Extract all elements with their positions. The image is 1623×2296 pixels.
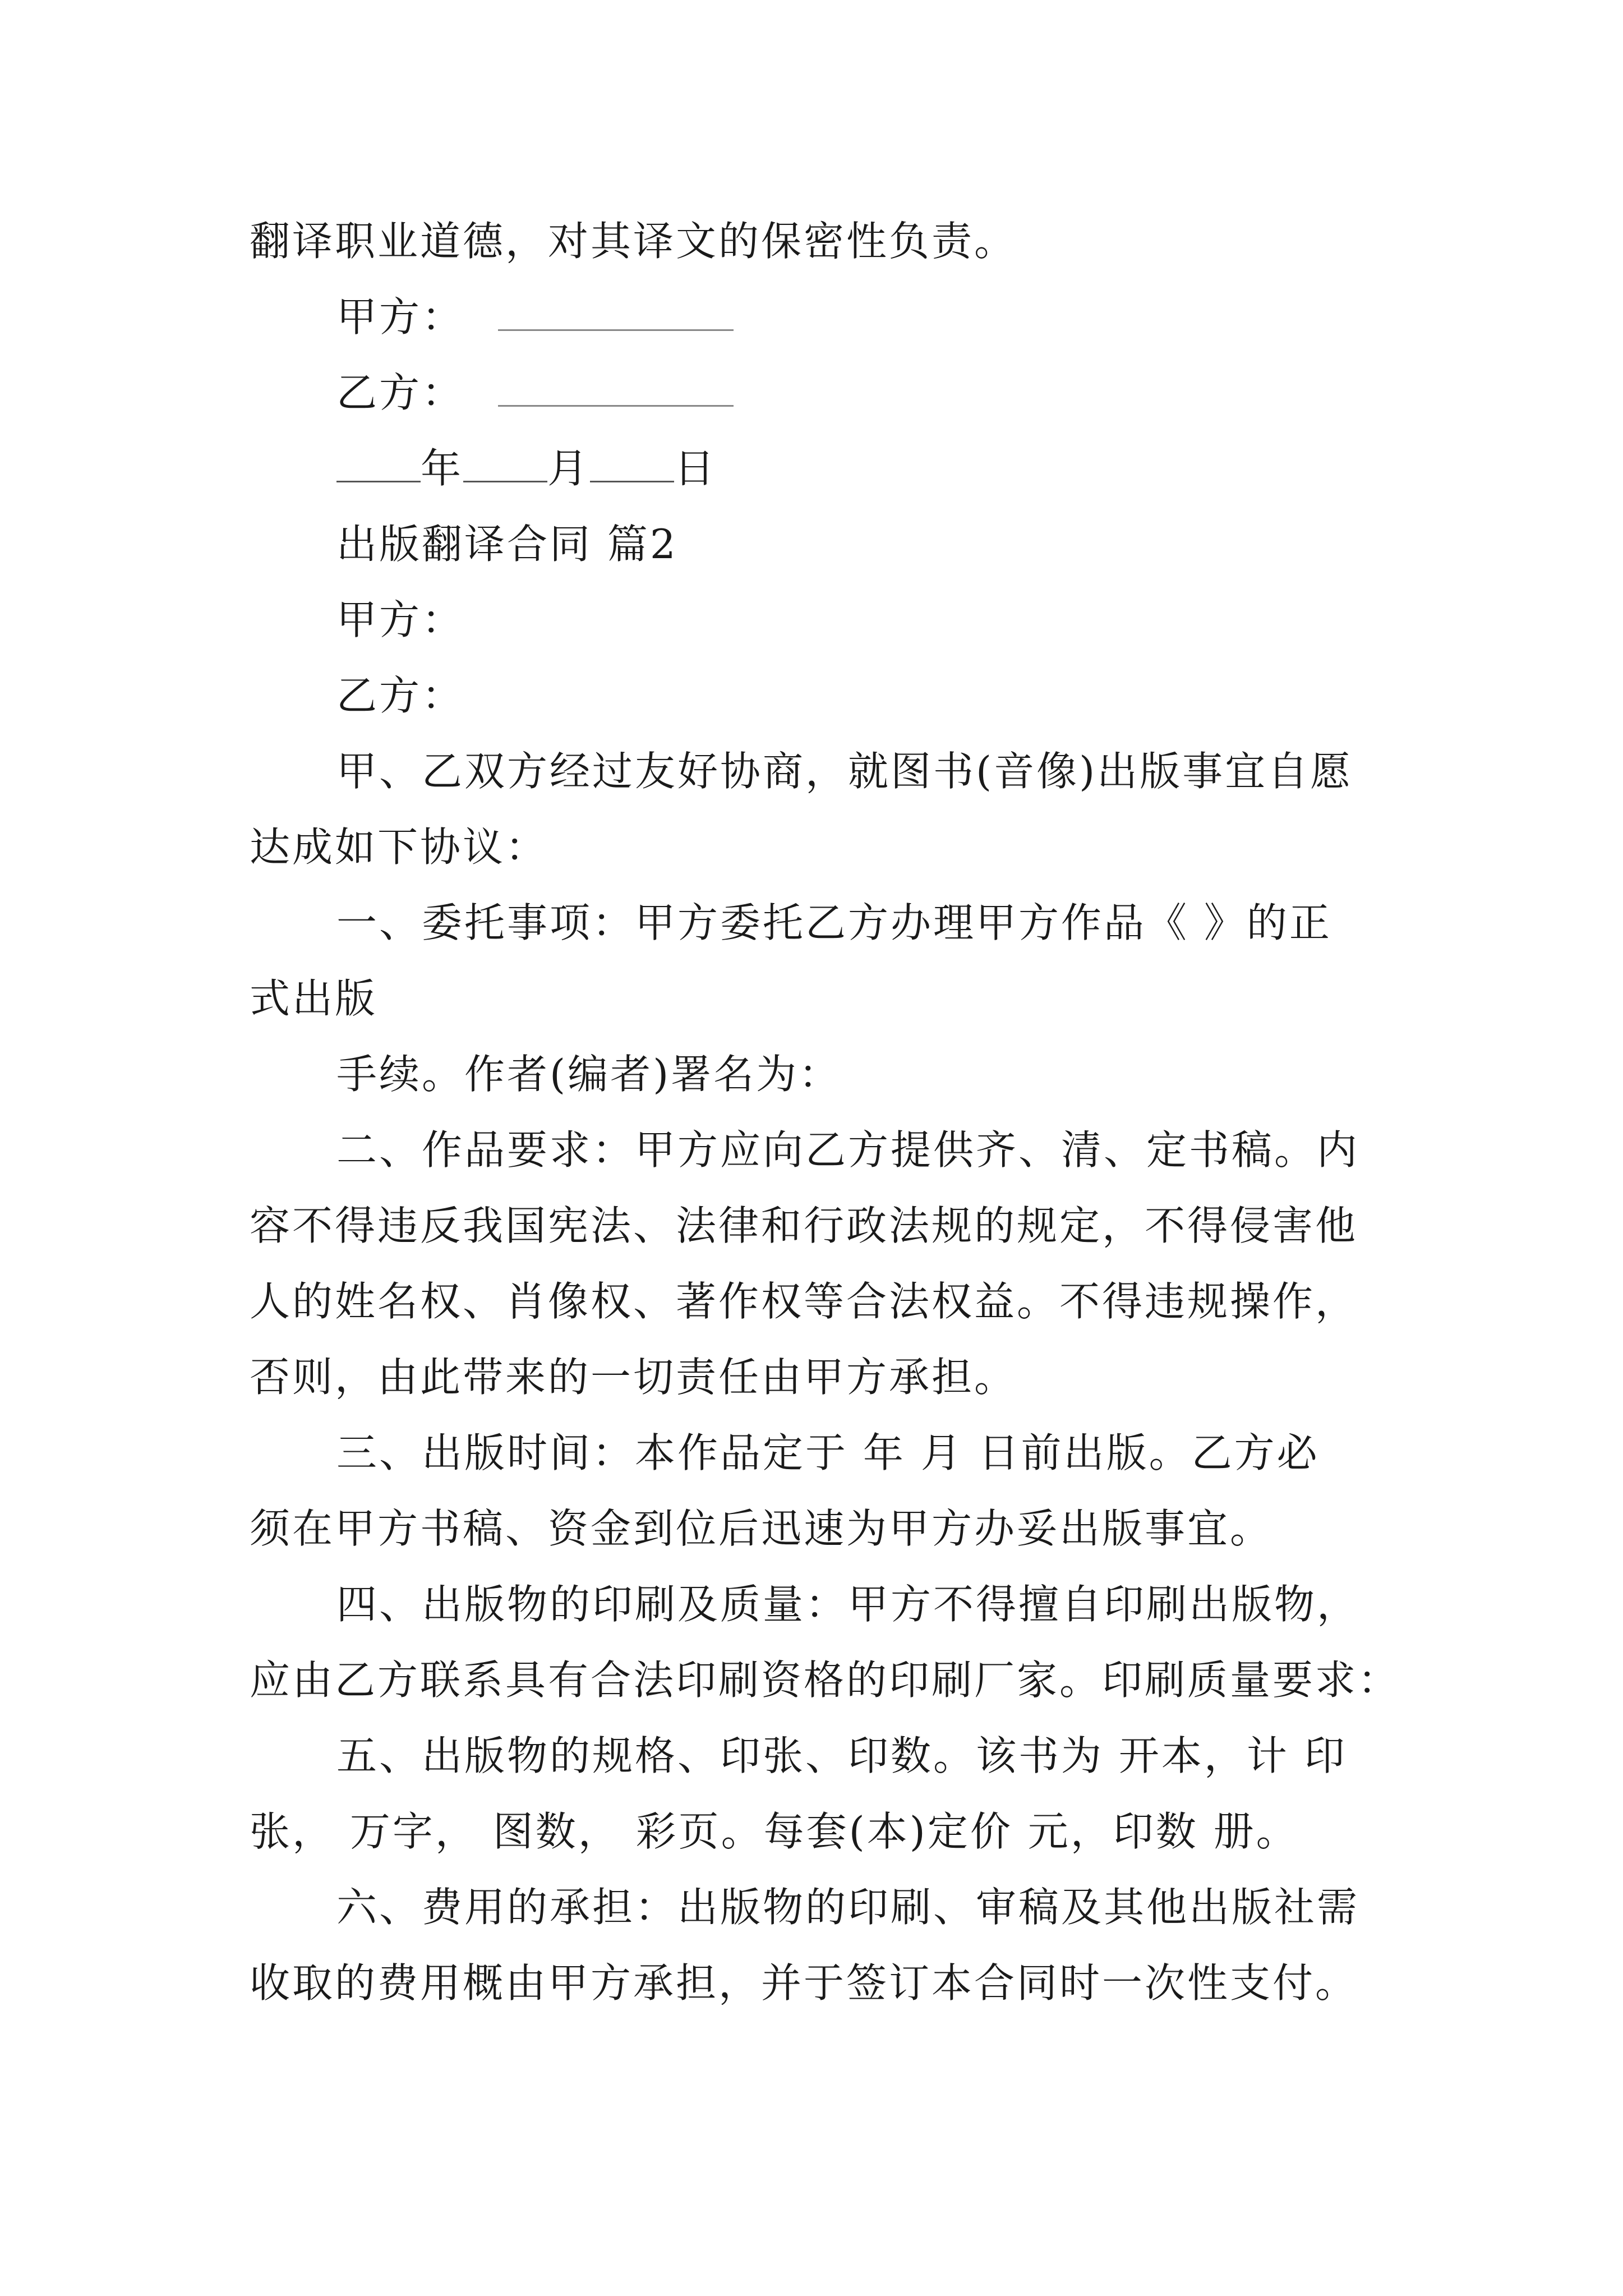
month-label: 月	[547, 445, 591, 492]
text-line-18: 否则，由此带来的一切责任由甲方承担。	[250, 1354, 1017, 1401]
text-line-16: 容不得违反我国宪法、法律和行政法规的规定，不得侵害他	[250, 1202, 1358, 1249]
text-line-15: 二、作品要求：甲方应向乙方提供齐、清、定书稿。内	[336, 1126, 1360, 1174]
party-a-blank	[498, 298, 734, 331]
text-line-22: 应由乙方联系具有合法印刷资格的印刷厂家。印刷质量要求：	[250, 1657, 1401, 1704]
party-b-signature-line	[336, 365, 734, 421]
text-line-11: 达成如下协议：	[250, 823, 548, 871]
text-line-14: 手续。作者(编者)署名为：	[336, 1051, 842, 1098]
party-b-label: 乙方：	[336, 369, 465, 416]
party-b-line: 乙方：	[336, 672, 465, 719]
text-line-26: 收取的费用概由甲方承担，并于签订本合同时一次性支付。	[250, 1959, 1358, 2007]
text-line-10: 甲、乙双方经过友好协商，就图书(音像)出版事宜自愿	[336, 748, 1353, 795]
month-blank	[463, 447, 547, 482]
party-a-line: 甲方：	[336, 596, 465, 643]
text-line-12: 一、委托事项：甲方委托乙方办理甲方作品《 》的正	[336, 899, 1332, 946]
text-line-20: 须在甲方书稿、资金到位后迅速为甲方办妥出版事宜。	[250, 1505, 1273, 1552]
text-line-13: 式出版	[250, 975, 378, 1022]
text-line-24: 张， 万字， 图数， 彩页。每套(本)定价 元，印数 册。	[250, 1808, 1299, 1855]
party-b-blank	[498, 374, 734, 407]
text-line-17: 人的姓名权、肖像权、著作权等合法权益。不得违规操作，	[250, 1278, 1358, 1325]
party-a-signature-line	[336, 289, 734, 345]
day-blank	[590, 447, 674, 482]
text-line-21: 四、出版物的印刷及质量：甲方不得擅自印刷出版物，	[336, 1581, 1360, 1628]
text-line-25: 六、费用的承担：出版物的印刷、审稿及其他出版社需	[336, 1884, 1360, 1931]
text-line-1: 翻译职业道德，对其译文的保密性负责。	[250, 218, 1017, 265]
year-label: 年	[421, 445, 464, 492]
day-label: 日	[674, 445, 717, 492]
text-line-23: 五、出版物的规格、印张、印数。该书为 开本，计 印	[336, 1732, 1347, 1779]
party-a-label: 甲方：	[336, 293, 465, 341]
text-line-19: 三、出版时间：本作品定于 年 月 日前出版。乙方必	[336, 1429, 1320, 1476]
section-heading: 出版翻译合同 篇2	[336, 521, 678, 568]
year-blank	[336, 447, 421, 482]
date-line	[336, 440, 717, 496]
